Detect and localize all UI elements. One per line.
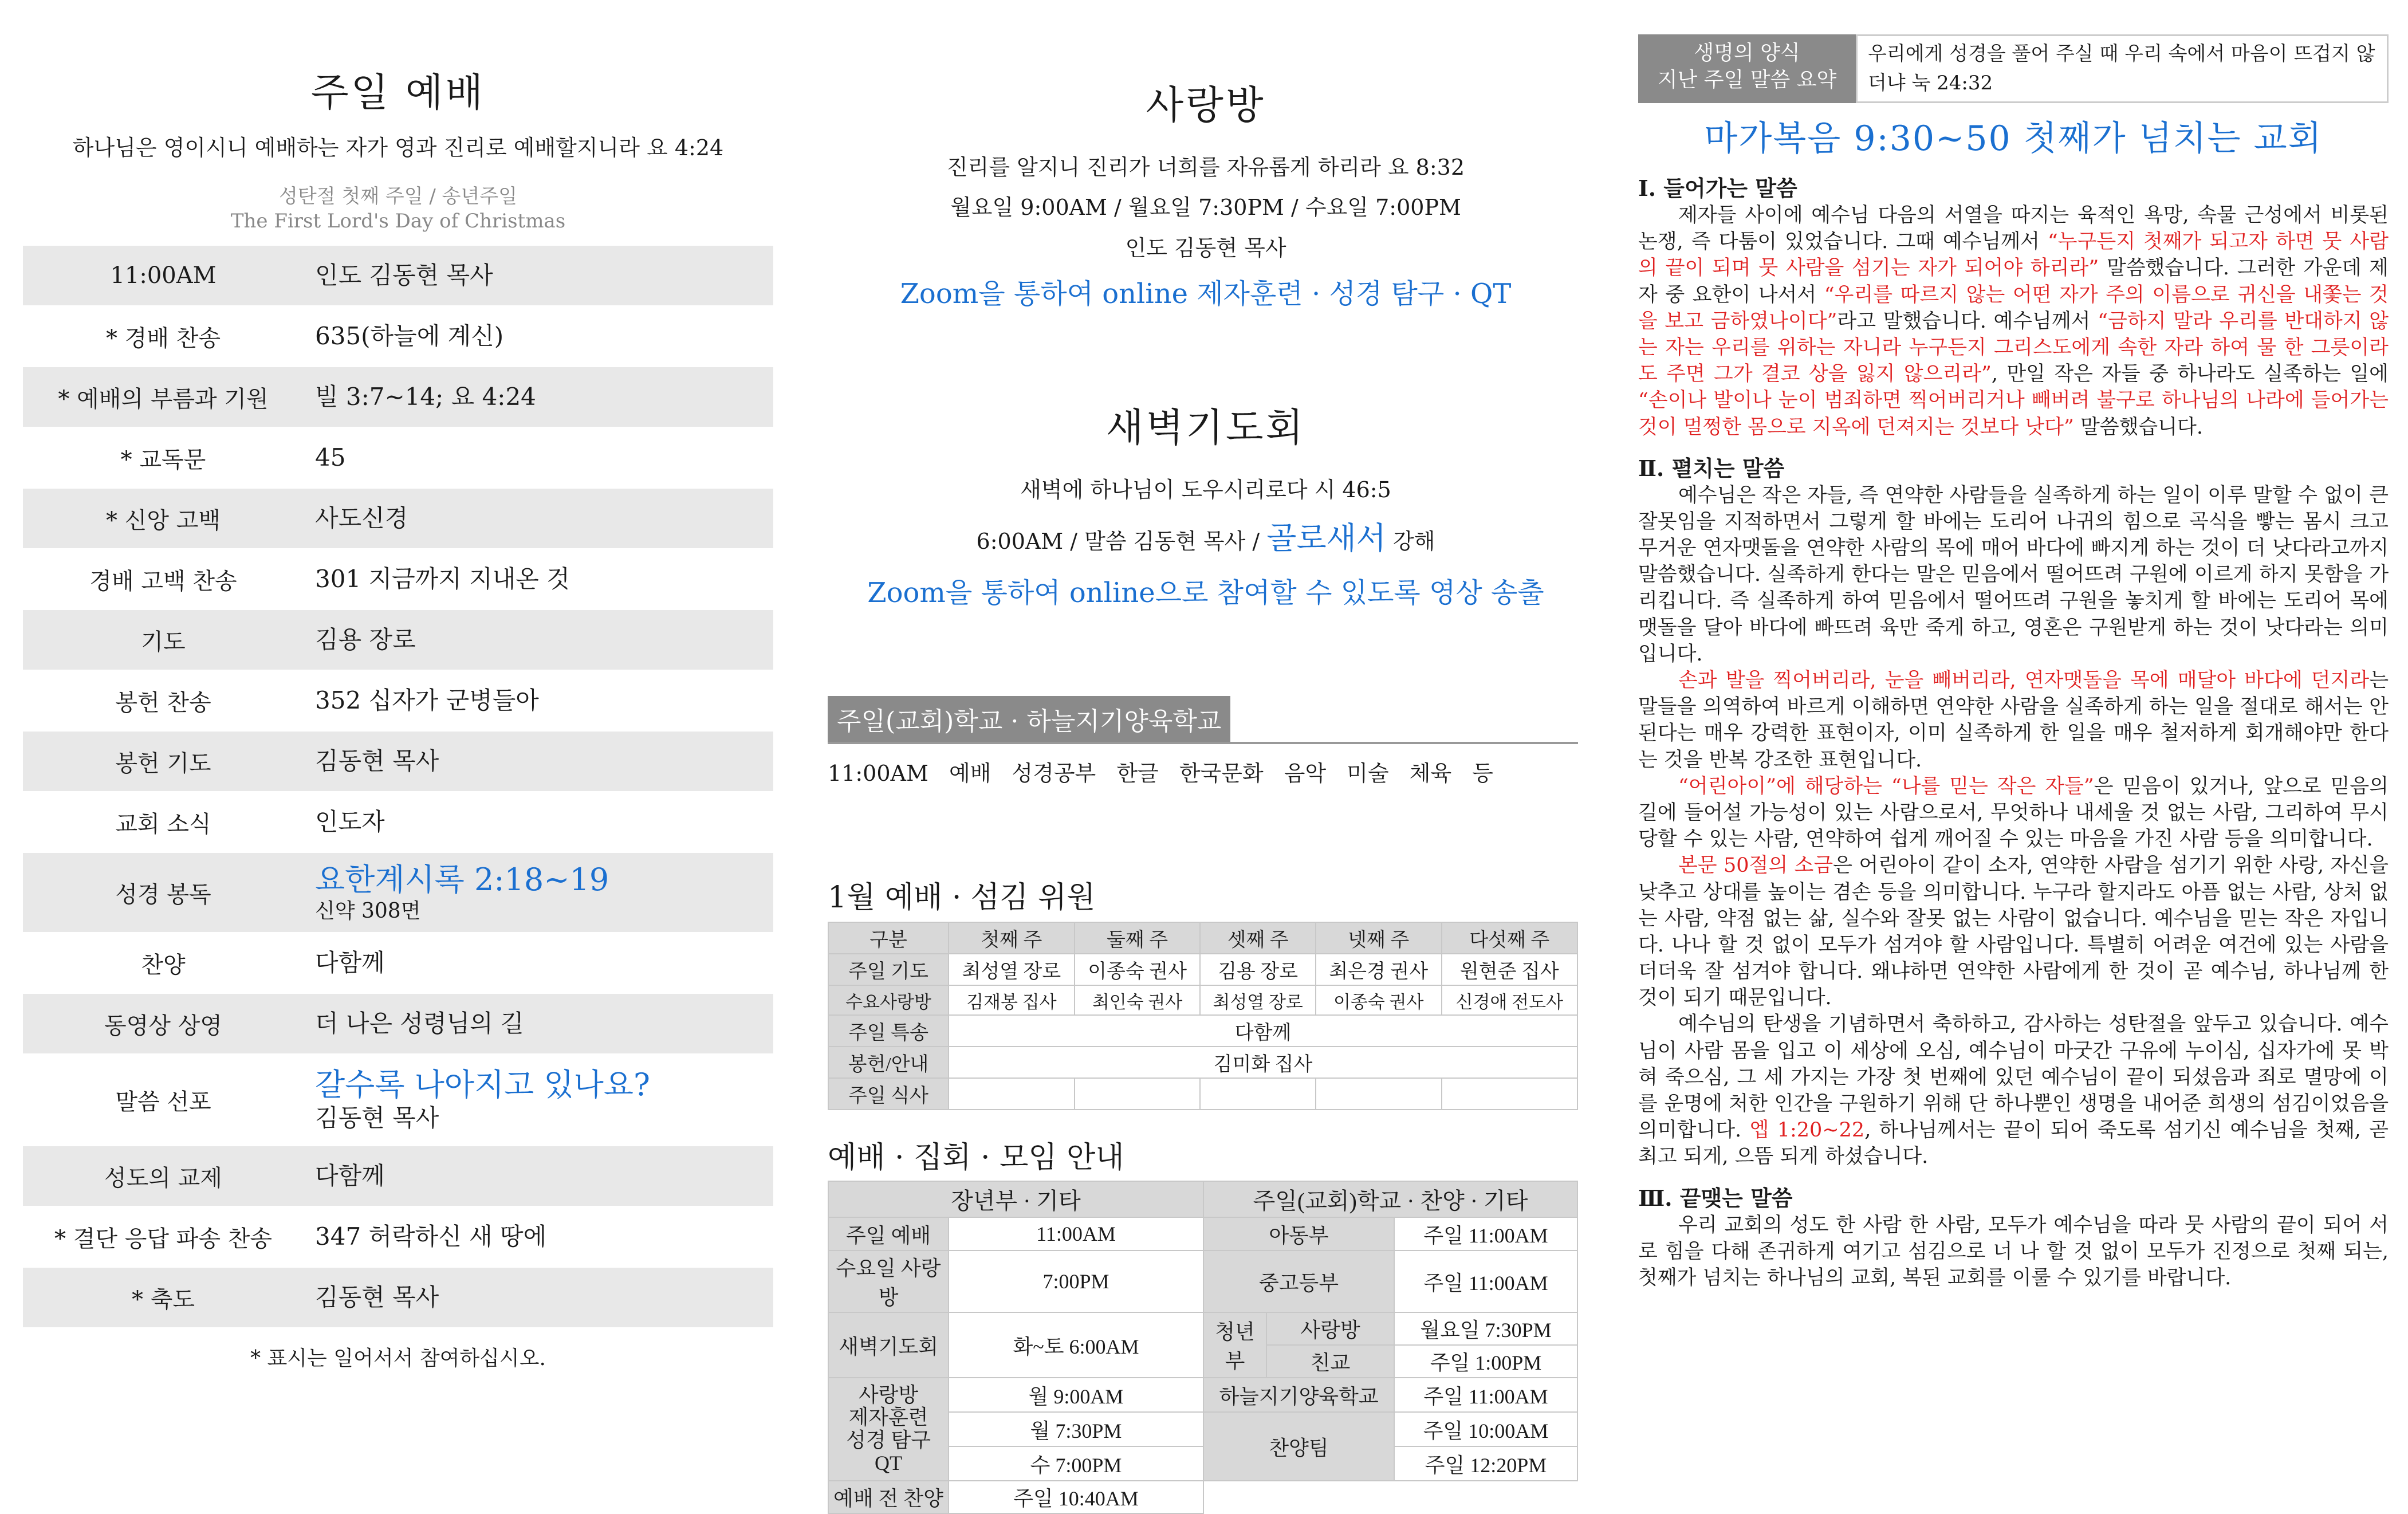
summary-title: 마가복음 9:30~50 첫째가 넘치는 교회 [1704, 119, 2323, 159]
scripture-page: 신약 308면 [315, 899, 421, 923]
row-label: 수요사랑방 [828, 985, 949, 1015]
summary-tag [1638, 34, 1856, 103]
section-heading: Ⅰ. 들어가는 말씀 [1638, 175, 1797, 201]
order-row [23, 1206, 773, 1267]
order-value: 301 지금까지 지내온 것 [315, 564, 570, 593]
order-value: 김동현 목사 [315, 1283, 439, 1311]
worship-order-column [23, 0, 773, 1461]
worship-title: 주일 예배 [310, 70, 486, 116]
quote-highlight: “금하지 말라 우리를 반대하지 않는 자는 우리를 위하는 자니라 누구든지 그리스도에게 속한 자라 하여 물 한 그릇이라도 주면 그가 결코 상을 잃지 않으리라” [1638, 309, 2389, 386]
order-row [23, 305, 773, 366]
table-cell: 화~토 6:00AM [949, 1312, 1203, 1378]
table-cell [949, 1078, 1075, 1110]
column-header: 주일(교회)학교 · 찬양 · 기타 [1203, 1181, 1577, 1217]
table-row [828, 1078, 1577, 1110]
row-label: 찬양팀 [1203, 1412, 1394, 1481]
paragraph [1638, 202, 2389, 441]
order-row [23, 1267, 773, 1327]
table-cell: 최성열 장로 [1200, 985, 1315, 1015]
column-header: 구분 [828, 922, 949, 954]
quote-highlight: “누구든지 첫째가 되고자 하면 뭇 사람의 끝이 되며 뭇 사람을 섬기는 자가 되어야 하리라” [1638, 230, 2389, 280]
row-label: 수요일 사랑방 [828, 1250, 949, 1312]
order-value: 다함께 [315, 1161, 385, 1190]
order-label: * 결단 응답 파송 찬송 [54, 1225, 272, 1252]
scripture-row [23, 852, 773, 932]
order-label: * 축도 [132, 1286, 195, 1313]
summary-tag-title: 생명의 양식 [1694, 41, 1800, 65]
row-label: 주일 기도 [828, 954, 949, 985]
paragraph [1638, 852, 2389, 1011]
quote-highlight: 엡 1:20~22 [1749, 1119, 1865, 1142]
text-run: , 하나님께서는 끝이 되어 죽도록 섬기신 예수님을 첫째, 곧 최고 되게, 으뜸 되게 하셨습니다. [1638, 1119, 2389, 1169]
column-header: 넷째 주 [1316, 922, 1442, 954]
table-cell: 원현준 집사 [1442, 954, 1577, 985]
table-header-row [828, 922, 1577, 954]
order-value: 45 [315, 443, 346, 471]
text-run: 은 어린아이 같이 소자, 연약한 사람을 섬기기 위한 사랑, 자신을 낮추고 상대를 높이는 겸손 등을 의미합니다. 누구라 할지라도 아픔 없는 사람, 상처 없는 사람, 약점 없는 삶, 실수와 잘못 없는 사람이 없습니다. 예수님을 믿는 작은 자입니다. 나나 할 것 없이 모두가 섬겨야 할 사람입니다. 특별히 어려운 여건에 있는 사람을 더더욱 잘 섬겨야 합니다. 왜냐하면 연약한 사람에게 한 것이 곧 예수님, 하나님께 한 것이 되기 때문입니다. [1638, 854, 2389, 1010]
school-title: 주일(교회)학교 · 하늘지기양육학교 [828, 696, 1230, 742]
table-cell: 김재봉 집사 [949, 985, 1075, 1015]
column-header: 다섯째 주 [1442, 922, 1577, 954]
order-value: 635(하늘에 계신) [315, 321, 504, 350]
order-value [304, 862, 773, 923]
order-value: 347 허락하신 새 땅에 [315, 1222, 547, 1250]
table-cell: 김용 장로 [1200, 954, 1315, 985]
paragraph: 우리 교회의 성도 한 사람 한 사람, 모두가 예수님을 따라 뭇 사람의 끝이 되어 서로 힘을 다해 존귀하게 여기고 섬김으로 너 나 할 것 없이 모두가 진정으로 첫째 되는, 첫째가 넘치는 하나님의 교회, 복된 교회를 이룰 수 있기를 바랍니다. [1638, 1213, 2389, 1289]
order-row [23, 1145, 773, 1206]
table-row [828, 1378, 1577, 1412]
text-run: 예수님의 탄생을 기념하면서 축하하고, 감사하는 성탄절을 앞두고 있습니다. 예수님이 사람 몸을 입고 이 세상에 오심, 예수님이 마굿간 구유에 누이심, 십자가에 못 박혀 죽으심, 그 세 가지는 가장 첫 번째에 있던 예수님이 끝이 되셨음과 죄로 멸망에 이를 운명에 처한 인간을 구원하기 위해 단 하나뿐인 생명을 내어준 희생의 섬김이었음을 의미합니다. [1638, 1013, 2389, 1142]
table-row [828, 954, 1577, 985]
table-cell: 주일 12:20PM [1394, 1446, 1577, 1481]
table-cell: 이종숙 권사 [1316, 985, 1442, 1015]
order-row [23, 932, 773, 993]
order-label: * 경배 찬송 [106, 325, 221, 352]
sarang-title: 사랑방 [1146, 83, 1266, 128]
order-row [23, 548, 773, 609]
paragraph [1638, 1011, 2389, 1170]
table-cell: 11:00AM [949, 1217, 1203, 1250]
order-value: 사도신경 [315, 504, 408, 532]
table-cell: 주일 11:00AM [1394, 1378, 1577, 1412]
table-row [828, 1015, 1577, 1047]
order-row [23, 670, 773, 730]
order-row [23, 609, 773, 670]
order-label: 봉헌 기도 [115, 750, 211, 777]
order-value [304, 1067, 773, 1132]
order-value: 인도 김동현 목사 [315, 261, 493, 289]
table-cell: 신경애 전도사 [1442, 985, 1577, 1015]
subtitle-korean: 성탄절 첫째 주일 / 송년주일 [279, 185, 517, 208]
dawn-title: 새벽기도회 [1105, 405, 1306, 451]
order-list [23, 245, 773, 1327]
row-label: 하늘지기양육학교 [1203, 1378, 1394, 1412]
dawn-line [828, 510, 1584, 567]
dawn-time: 6:00AM / 말씀 김동현 목사 / [976, 529, 1260, 555]
subtitle-english: The First Lord's Day of Christmas [230, 209, 566, 233]
text-run: 라고 말했습니다. 예수님께서 [1837, 309, 2098, 333]
order-row [23, 245, 773, 305]
column-header: 장년부 · 기타 [828, 1181, 1203, 1217]
text-run: 은 믿음이 있거나, 앞으로 믿음의 길에 들어설 가능성이 있는 사람으로서, 무엇하나 내세울 것 없는 사람, 그리하여 무시당할 수 있는 사람, 연약하여 쉽게 깨어질 수 있는 마음을 가진 사람 등을 의미합니다. [1638, 774, 2389, 851]
row-label: 아동부 [1203, 1217, 1394, 1250]
summary-quote: 우리에게 성경을 풀어 주실 때 우리 속에서 마음이 뜨겁지 않더냐 눅 24:32 [1856, 34, 2389, 103]
table-cell: 7:00PM [949, 1250, 1203, 1312]
row-label: 봉헌/안내 [828, 1047, 949, 1078]
row-label: 주일 예배 [828, 1217, 949, 1250]
quote-highlight: 손과 발을 찍어버리라, 눈을 빼버리라, 연자맷돌을 목에 매달아 바다에 던지라 [1678, 669, 2370, 692]
quote-highlight: “손이나 발이나 눈이 범죄하면 찍어버리거나 빼버려 불구로 하나님의 나라에 들어가는 것이 멀쩡한 몸으로 지옥에 던져지는 것보다 낫다” [1638, 389, 2389, 439]
sermon-title: 갈수록 나아지고 있나요? [315, 1067, 650, 1103]
table-cell [1442, 1078, 1577, 1110]
order-value: 다함께 [315, 948, 385, 977]
section-heading: Ⅲ. 끝맺는 말씀 [1638, 1185, 1793, 1211]
sarang-times: 월요일 9:00AM / 월요일 7:30PM / 수요일 7:00PM [950, 195, 1461, 221]
section-heading: Ⅱ. 펼치는 말씀 [1638, 455, 1785, 481]
column-header: 셋째 주 [1200, 922, 1315, 954]
meetings-column [828, 0, 1584, 1511]
paragraph [1638, 773, 2389, 853]
scripture-reference: 요한계시록 2:18~19 [315, 862, 609, 898]
quote-highlight: “우리를 따르지 않는 어떤 자가 주의 이름으로 귀신을 내쫓는 것을 보고 금하였나이다” [1638, 283, 2389, 333]
text-run: 말씀했습니다. [2073, 415, 2203, 439]
order-label: * 신앙 고백 [106, 507, 221, 534]
table-cell: 월요일 7:30PM [1394, 1312, 1577, 1345]
table-row [828, 985, 1577, 1015]
table-cell: 주일 11:00AM [1394, 1217, 1577, 1250]
table-row [828, 1481, 1577, 1513]
table-row [828, 1217, 1577, 1250]
text-run: 는 말들을 의역하여 바르게 이해하면 연약한 사람을 실족하게 하는 일을 절대로 해서는 안 된다는 매우 강력한 표현이자, 이미 실족하게 한 일을 매우 철저하게 회개해야만 한다는 것을 반복 강조한 표현입니다. [1638, 669, 2389, 772]
order-label: 11:00AM [110, 262, 217, 289]
sarang-leader: 인도 김동현 목사 [1125, 235, 1286, 261]
sermon-row [23, 1053, 773, 1145]
order-value: 김동현 목사 [315, 746, 439, 775]
order-label: 동영상 상영 [104, 1012, 222, 1039]
table-cell: 최인숙 권사 [1075, 985, 1201, 1015]
committee-title: 1월 예배 · 섬김 위원 [828, 880, 1096, 915]
committee-table [828, 922, 1578, 1110]
order-label: 찬양 [141, 951, 186, 978]
row-label: 친교 [1266, 1345, 1394, 1378]
order-row [23, 730, 773, 791]
text-run: 제자들 사이에 예수님 다음의 서열을 따지는 육적인 욕망, 속물 근성에서 비롯된 논쟁, 즉 다툼이 있었습니다. 그때 예수님께서 [1638, 204, 2389, 254]
summary-header [1638, 34, 2389, 103]
table-cell: 주일 10:40AM [949, 1481, 1203, 1513]
order-value: 빌 3:7~14; 요 4:24 [315, 382, 536, 411]
row-label: 사랑방 [1266, 1312, 1394, 1345]
order-label: 말씀 선포 [115, 1088, 211, 1115]
column-header: 첫째 주 [949, 922, 1075, 954]
row-label: 새벽기도회 [828, 1312, 949, 1378]
row-label: 청년부 [1203, 1312, 1266, 1378]
school-schedule: 11:00AM 예배 성경공부 한글 한국문화 음악 미술 체육 등 [828, 761, 1493, 787]
table-header-row [828, 1181, 1577, 1217]
school-section [828, 696, 1584, 787]
table-cell: 주일 1:00PM [1394, 1345, 1577, 1378]
table-cell [1316, 1078, 1442, 1110]
sarang-zoom: Zoom을 통하여 online 제자훈련 · 성경 탐구 · QT [900, 277, 1512, 310]
order-label: 봉헌 찬송 [115, 689, 211, 716]
table-cell: 월 9:00AM [949, 1378, 1203, 1412]
order-label: 경배 고백 찬송 [89, 568, 237, 595]
dawn-zoom: Zoom을 통하여 online으로 참여할 수 있도록 영상 송출 [867, 577, 1544, 609]
order-row [23, 366, 773, 427]
order-value: 인도자 [315, 807, 385, 836]
meetings-title: 예배 · 집회 · 모임 안내 [828, 1141, 1124, 1175]
order-value: 더 나은 성령님의 길 [315, 1009, 524, 1037]
order-label: 교회 소식 [115, 811, 211, 837]
row-label: 중고등부 [1203, 1250, 1394, 1312]
standing-note: * 표시는 일어서서 참여하십시오. [250, 1347, 546, 1370]
school-header [828, 696, 1578, 744]
table-cell: 주일 10:00AM [1394, 1412, 1577, 1446]
row-label: 주일 특송 [828, 1015, 949, 1047]
row-label: 사랑방 제자훈련 성경 탐구 QT [828, 1378, 949, 1481]
sermon-preacher: 김동현 목사 [315, 1104, 439, 1132]
summary-tag-subtitle: 지난 주일 말씀 요약 [1657, 68, 1837, 92]
table-cell: 월 7:30PM [949, 1412, 1203, 1446]
table-cell: 수 7:00PM [949, 1446, 1203, 1481]
order-row [23, 427, 773, 487]
table-cell: 다함께 [949, 1015, 1577, 1047]
row-label: 예배 전 찬양 [828, 1481, 949, 1513]
table-cell: 최은경 권사 [1316, 954, 1442, 985]
order-label: * 교독문 [120, 446, 206, 473]
order-value: 김용 장로 [315, 625, 416, 654]
dawn-suffix: 강해 [1393, 529, 1435, 555]
table-cell [1200, 1078, 1315, 1110]
paragraph: 예수님은 작은 자들, 즉 연약한 사람들을 실족하게 하는 일이 이루 말할 수 없이 큰 잘못임을 지적하면서 그렇게 할 바에는 도리어 나귀의 힘으로 곡식을 빻는 몸시 크고 무거운 연자맷돌을 연약한 사람의 목에 매어 바다에 빠지게 하는 것이 더 낫다라고까지 말씀했습니다. 실족하게 한다는 말은 믿음에서 떨어뜨려 구원에 이르게 하지 못함을 가리킵니다. 즉 실족하게 하여 믿음에서 떨어뜨려 구원을 놓치게 할 바에는 도리어 목에 맷돌을 달아 바다에 빠뜨려 육만 죽게 하고, 영혼은 구원받게 하는 것이 낫다라는 의미입니다. [1638, 483, 2389, 666]
order-row [23, 487, 773, 548]
column-header: 둘째 주 [1075, 922, 1201, 954]
worship-subtitle [23, 184, 773, 233]
table-cell: 이종숙 권사 [1075, 954, 1201, 985]
order-label: 성도의 교제 [104, 1165, 222, 1191]
sarang-verse: 진리를 알지니 진리가 너희를 자유롭게 하리라 요 8:32 [946, 155, 1465, 180]
table-cell: 김미화 집사 [949, 1047, 1577, 1078]
order-row [23, 791, 773, 852]
sermon-summary-column [1638, 34, 2389, 1495]
text-run: 말씀했습니다. 그러한 가운데 제자 중 요한이 나서서 [1638, 257, 2389, 306]
paragraph [1638, 667, 2389, 773]
quote-highlight: “어린아이”에 해당하는 “나를 믿는 작은 자들” [1678, 774, 2094, 798]
dawn-verse: 새벽에 하나님이 도우시리로다 시 46:5 [1020, 477, 1391, 502]
text-run: , 만일 작은 자들 중 하나라도 실족하는 일에 [1991, 363, 2389, 386]
dawn-book: 골로새서 [1266, 520, 1386, 557]
worship-verse: 하나님은 영이시니 예배하는 자가 영과 진리로 예배할지니라 요 4:24 [72, 135, 724, 160]
table-cell [1075, 1078, 1201, 1110]
table-row [828, 1047, 1577, 1078]
order-value: 352 십자가 군병들아 [315, 686, 539, 714]
meetings-table [828, 1181, 1578, 1514]
order-label: * 예배의 부름과 기원 [58, 386, 269, 412]
quote-highlight: 본문 50절의 소금 [1678, 854, 1833, 878]
table-cell: 최성열 장로 [949, 954, 1075, 985]
order-label: 성경 봉독 [115, 881, 211, 908]
row-label: 주일 식사 [828, 1078, 949, 1110]
table-cell: 주일 11:00AM [1394, 1250, 1577, 1312]
order-label: 기도 [141, 628, 186, 655]
table-row [828, 1250, 1577, 1312]
table-row [828, 1312, 1577, 1345]
empty-cell [1203, 1481, 1577, 1513]
order-row [23, 993, 773, 1053]
